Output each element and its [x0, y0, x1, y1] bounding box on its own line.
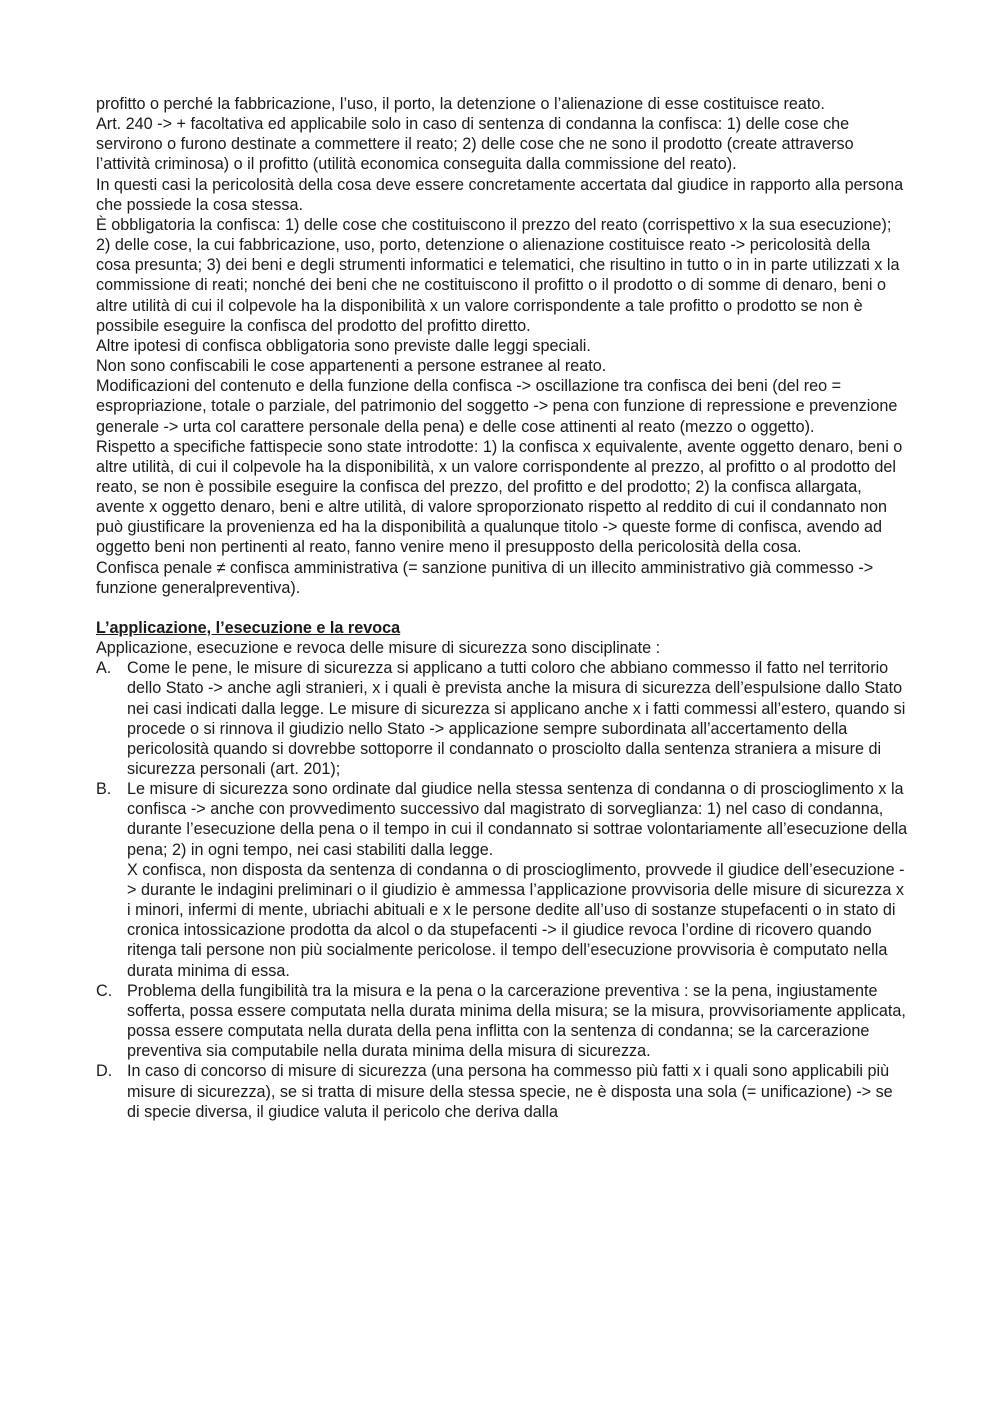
paragraph: Art. 240 -> + facoltativa ed applicabile solo in caso di sentenza di condanna la confisca: 1) delle cose che servirono o furono destinate a commettere il reato; 2) delle cose che ne sono il prodotto (create attraverso l’attività criminosa) o il profitto (utilità economica conseguita dalla commissione del reato).: [96, 115, 854, 174]
paragraph: Non sono confiscabili le cose appartenenti a persone estranee al reato.: [96, 357, 607, 376]
list-item-text: Come le pene, le misure di sicurezza si applicano a tutti coloro che abbiano commesso il fatto nel territorio dello Stato -> anche agli stranieri, x i quali è prevista anche la misura di sicurezza dell’espulsione dallo Stato nei casi indicati dalla legge. Le misure di sicurezza si applicano anche x i fatti commessi all’estero, quando si procede o si rinnova il giudizio nello Stato -> applicazione sempre subordinata all’accertamento della pericolosità quando si dovrebbe sottoporre il condannato o prosciolto dalla sentenza straniera a misure di sicurezza personali (art. 201);: [127, 659, 906, 778]
paragraph: profitto o perché la fabbricazione, l’uso, il porto, la detenzione o l’alienazione di esse costituisce reato.: [96, 95, 825, 113]
list-item-text: Le misure di sicurezza sono ordinate dal giudice nella stessa sentenza di condanna o di proscioglimento x la confisca -> anche con provvedimento successivo dal magistrato di sorveglianza: 1) nel caso di condanna, durante l’esecuzione della pena o il tempo in cui il condannato si sottrae volontariamente all’esecuzione della pena; 2) in ogni tempo, nei casi stabiliti dalla legge.: [127, 780, 908, 859]
list-item: [96, 658, 908, 779]
paragraph: Confisca penale ≠ confisca amministrativa (= sanzione punitiva di un illecito amministrativo già commesso -> funzione generalpreventiva).: [96, 558, 874, 597]
paragraph: Modificazioni del contenuto e della funzione della confisca -> oscillazione tra confisca dei beni (del reo = espropriazione, totale o parziale, del patrimonio del soggetto -> pena con funzione di repressione e prevenzione generale -> urta col carattere personale della pena) e delle cose attinenti al reato (mezzo o oggetto).: [96, 377, 898, 436]
list-item-text: Problema della fungibilità tra la misura e la pena o la carcerazione preventiva : se la pena, ingiustamente sofferta, possa essere computata nella durata minima della misura; se la misura, provvisoriamente applicata, possa essere computata nella durata della pena inflitta con la sentenza di condanna; se la carcerazione preventiva sia computabile nella durata minima della misura di sicurezza.: [127, 981, 906, 1061]
list-item: [96, 981, 908, 1062]
list-marker: D.: [96, 1062, 113, 1081]
paragraph: È obbligatoria la confisca: 1) delle cose che costituiscono il prezzo del reato (corrispettivo x la sua esecuzione); 2) delle cose, la cui fabbricazione, uso, porto, detenzione o alienazione costituisce reato -> pericolosità della cosa presunta; 3) dei beni e degli strumenti informatici e telematici, che risultino in tutto o in in parte utilizzati x la commissione di reati; nonché dei beni che ne costituiscono il profitto o il prodotto o di somme di denaro, beni o altre utilità di cui il colpevole ha la disponibilità x un valore corrispondente a tale profitto o prodotto se non è possibile eseguire la confisca del prodotto del profitto diretto.: [96, 215, 900, 335]
list-item-text-continued: X confisca, non disposta da sentenza di condanna o di proscioglimento, provvede il giudice dell’esecuzione -> durante le indagini preliminari o il giudizio è ammessa l’applicazione provvisoria delle misure di sicurezza x i minori, infermi di mente, ubriachi abituali e x le persone dedite all’uso di sostanze stupefacenti o in stato di cronica intossicazione prodotta da alcol o da stupefacenti -> il giudice revoca l’ordine di ricovero quando ritenga tali persone non più socialmente pericolose. il tempo dell’esecuzione provvisoria è computato nella durata minima di essa.: [127, 860, 905, 980]
list-marker: A.: [96, 659, 112, 678]
section-heading: L’applicazione, l’esecuzione e la revoca: [96, 618, 401, 637]
list-item: [96, 779, 908, 981]
document-page: [96, 94, 908, 1122]
list-item-text: In caso di concorso di misure di sicurezza (una persona ha commesso più fatti x i quali sono applicabili più misure di sicurezza), se si tratta di misure della stessa specie, ne è disposta una sola (= unificazione) -> se di specie diversa, il giudice valuta il pericolo che deriva dalla: [127, 1062, 893, 1121]
list-marker: B.: [96, 780, 112, 799]
paragraph: Altre ipotesi di confisca obbligatoria sono previste dalle leggi speciali.: [96, 336, 591, 355]
lettered-list: [96, 658, 908, 1122]
section-intro: Applicazione, esecuzione e revoca delle misure di sicurezza sono disciplinate :: [96, 639, 661, 658]
list-item: [96, 1061, 908, 1121]
blank-line: [96, 598, 908, 618]
list-marker: C.: [96, 981, 113, 1000]
paragraph: Rispetto a specifiche fattispecie sono state introdotte: 1) la confisca x equivalente, avente oggetto denaro, beni o altre utilità, di cui il colpevole ha la disponibilità, x un valore corrispondente al prezzo, al profitto o al prodotto del reato, se non è possibile eseguire la confisca del prezzo, del profitto e del prodotto; 2) la confisca allargata, avente x oggetto denaro, beni e altre utilità, di valore sproporzionato rispetto al reddito di cui il condannato non può giustificare la provenienza ed ha la disponibilità a qualunque titolo -> queste forme di confisca, avendo ad oggetto beni non pertinenti al reato, fanno venire meno il presupposto della pericolosità della cosa.: [96, 437, 903, 557]
paragraph: In questi casi la pericolosità della cosa deve essere concretamente accertata dal giudice in rapporto alla persona che possiede la cosa stessa.: [96, 175, 904, 214]
